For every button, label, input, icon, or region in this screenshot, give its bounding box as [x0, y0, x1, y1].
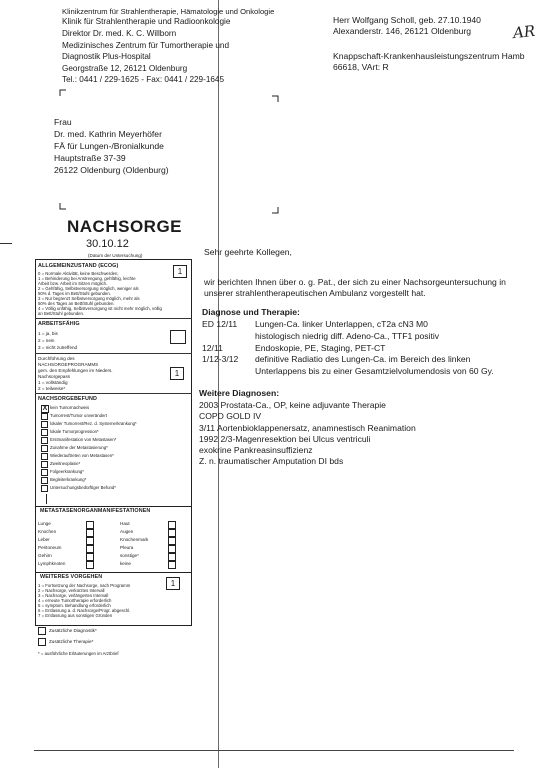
ecog-line: 4 = Völlig unfähig, Selbstversorgung ist nicht mehr möglich, völlig	[38, 306, 162, 311]
diagnosis-text-1b: histologisch niedrig diff. Adeno-Ca., TTF1 positiv	[255, 331, 440, 341]
metastasen-left-label: Lymphknoten	[38, 561, 66, 566]
vorgehen-value-box[interactable]: 1	[166, 577, 180, 590]
durchfuehrung-line: 1 = vollständig	[38, 380, 68, 385]
diagnosis-text-2: Endoskopie, PE, Staging, PET-CT	[255, 343, 386, 353]
diagnosis-text-3b: Unterlappens bis zu einer Gesamtzielvolumendosis von 60 Gy.	[255, 366, 494, 376]
metastasen-left-label: Knochen	[38, 529, 57, 534]
ecog-line: 50% des Tages an Bett/Stuhl gebunden.	[38, 301, 115, 306]
befund-bracket	[46, 494, 47, 504]
section-metastasen-title: METASTASENORGANMANIFESTATIONEN	[40, 508, 151, 514]
durchfuehrung-line: NACHSORGEPROGRAMMS	[38, 362, 99, 367]
ecog-line: Arbeit bzw. Arbeit im Sitzen möglich.	[38, 281, 108, 286]
arbeitsfaehig-line: 1 = ja, bis	[38, 331, 58, 336]
salutation: Sehr geehrte Kollegen,	[204, 247, 292, 257]
diagnosis-text-3: definitive Radiatio des Lungen-Ca. im Bereich des linken	[255, 354, 471, 364]
metastasen-checkbox[interactable]	[168, 561, 176, 569]
ecog-line: 50% d. Tages im Bett/Stuhl gebunden.	[38, 291, 112, 296]
recipient-line-2: Dr. med. Kathrin Meyerhöfer	[54, 129, 162, 139]
recipient-line-1: Frau	[54, 117, 72, 127]
zusaetzliche-therapie-checkbox[interactable]	[38, 638, 46, 646]
clinic-line-7: Tel.: 0441 / 229-1625 - Fax: 0441 / 229-1645	[62, 75, 225, 84]
clinic-line-4: Medizinisches Zentrum für Tumortherapie und	[62, 41, 230, 50]
befund-item: lokaler Tumorrest/Rez. d. Systemerkrankung*	[50, 421, 137, 426]
metastasen-left-label: Leber	[38, 537, 50, 542]
befund-item: kein Tumornachweis	[50, 405, 90, 410]
zusaetzliche-diagnostik-checkbox[interactable]	[38, 627, 46, 635]
befund-checkbox[interactable]	[41, 421, 48, 428]
ecog-line: 2 = Gehfähig, Selbstversorgung möglich, weniger als	[38, 286, 139, 291]
more-diagnosis-5: exokrine Pankreasinsuffizienz	[199, 445, 313, 455]
befund-item: Erstmanifestation von Metastasen*	[50, 437, 117, 442]
section-durchfuehrung-title: Durchführung des	[38, 356, 75, 361]
more-diagnosis-1: 2003 Prostata-Ca., OP, keine adjuvante Therapie	[199, 400, 386, 410]
ecog-value-box[interactable]: 1	[173, 265, 187, 278]
zusaetzliche-therapie-label: Zusätzliche Therapie*	[49, 639, 94, 644]
more-diagnoses-heading: Weitere Diagnosen:	[199, 388, 280, 398]
metastasen-right-label: sonstige*	[120, 553, 139, 558]
divider	[35, 393, 192, 394]
ecog-line: 0 = Normale Aktivität, keine Beschwerden,	[38, 271, 119, 276]
form-date-caption: (Datum der Untersuchung)	[88, 253, 143, 258]
more-diagnosis-4: 1992 2/3-Magenresektion bei Ulcus ventriculi	[199, 434, 371, 444]
form-date: 30.10.12	[86, 238, 129, 250]
vorgehen-line: 7 = Entlassung aus sonstigen Gründen	[38, 613, 113, 618]
form-footnote: * = ausführliche Erläuterungen im Arztbrief	[38, 651, 119, 656]
patient-line-1: Herr Wolfgang Scholl, geb. 27.10.1940	[333, 15, 481, 25]
section-ecog-title: ALLGEMEINZUSTAND (ECOG)	[38, 263, 119, 269]
divider	[35, 353, 192, 354]
diagnosis-text-1: Lungen-Ca. linker Unterlappen, cT2a cN3 M0	[255, 319, 428, 329]
durchfuehrung-line: gem. den Empfehlungen im Nieders.	[38, 368, 113, 373]
befund-item: Tumorrest/Tumor unverändert	[50, 413, 107, 418]
more-diagnosis-3: 3/11 Aortenbioklappenersatz, anamnestisch Reanimation	[199, 423, 416, 433]
befund-item: Zunahme der Metastasierung*	[50, 445, 108, 450]
vorgehen-line: 1 = Fortsetzung der Nachsorge, nach Programm	[38, 583, 131, 588]
clinic-line-2: Klinik für Strahlentherapie und Radioonkologie	[62, 17, 231, 26]
recipient-line-5: 26122 Oldenburg (Oldenburg)	[54, 165, 169, 175]
metastasen-checkbox[interactable]	[86, 553, 94, 561]
patient-line-2: Alexanderstr. 146, 26121 Oldenburg	[333, 26, 472, 36]
metastasen-right-label: Haut	[120, 521, 130, 526]
intro-line-1: wir berichten Ihnen über o. g. Pat., der sich zu einer Nachsorgeuntersuchung in	[204, 277, 506, 287]
recipient-line-4: Hauptstraße 37-39	[54, 153, 126, 163]
arbeitsfaehig-line: 3 = nicht zutreffend	[38, 345, 78, 350]
metastasen-checkbox[interactable]	[168, 553, 176, 561]
metastasen-checkbox[interactable]	[86, 537, 94, 545]
recipient-line-3: FÄ für Lungen-/Bronialkunde	[54, 141, 164, 151]
ecog-line: 1 = Behinderung bei Anstrengung, gehfähig, leichte	[38, 276, 136, 281]
divider	[35, 318, 192, 319]
section-befund-title: NACHSORGEBEFUND	[38, 396, 98, 402]
metastasen-checkbox[interactable]	[86, 545, 94, 553]
befund-item: Zweitneoplasie*	[50, 461, 81, 466]
ecog-line: 3 = Nur begrenzt Selbstversorgung möglich, mehr als	[38, 296, 140, 301]
diagnosis-date-2: 12/11	[202, 343, 223, 353]
clinic-line-3: Direktor Dr. med. K. C. Willborn	[62, 29, 177, 38]
vorgehen-line: 2 = Nachsorge, verkürztes Intervall	[38, 588, 105, 593]
margin-tick	[0, 243, 12, 244]
befund-checkbox[interactable]	[41, 413, 48, 420]
diagnosis-heading: Diagnose und Therapie:	[202, 307, 300, 317]
bottom-rule	[34, 750, 514, 751]
metastasen-right-label: Knochenmark	[120, 537, 149, 542]
durchfuehrung-value-box[interactable]: 1	[170, 367, 184, 380]
metastasen-left-label: Peritoneum	[38, 545, 62, 550]
arbeitsfaehig-box[interactable]	[170, 330, 186, 344]
befund-checkbox[interactable]	[41, 437, 48, 444]
envelope-window-marks	[0, 0, 555, 230]
diagnosis-date-1: ED 12/11	[202, 319, 238, 329]
handwritten-initials: AR	[512, 21, 537, 43]
befund-item: Wiederauftreten von Metastasen*	[50, 453, 114, 458]
patient-line-4: 66618, VArt: R	[333, 62, 389, 72]
metastasen-right-label: Augen	[120, 529, 134, 534]
intro-line-2: unserer strahlentherapeutischen Ambulanz vorgestellt hat.	[204, 288, 426, 298]
metastasen-checkbox[interactable]	[168, 537, 176, 545]
metastasen-checkbox[interactable]	[86, 521, 94, 529]
metastasen-checkbox[interactable]	[86, 529, 94, 537]
clinic-line-1: Klinikzentrum für Strahlentherapie, Hämatologie und Onkologie	[62, 7, 275, 16]
vorgehen-line: 4 = erneute Tumortherapie erforderlich	[38, 598, 112, 603]
zusaetzliche-diagnostik-label: Zusätzliche Diagnostik*	[49, 628, 97, 633]
befund-checkbox[interactable]	[41, 445, 48, 452]
metastasen-right-label: keine	[120, 561, 131, 566]
form-title: NACHSORGE	[67, 217, 183, 236]
durchfuehrung-line: 2 = teilweise*	[38, 386, 66, 391]
befund-item: lokale Tumorprogression*	[50, 429, 99, 434]
metastasen-left-label: Gehirn	[38, 553, 52, 558]
befund-checkbox-checked[interactable]: X	[42, 405, 48, 412]
befund-item: Begleiterkrankung*	[50, 477, 87, 482]
befund-item: Untersuchungsbedürftiger Befund*	[50, 485, 116, 490]
metastasen-checkbox[interactable]	[168, 545, 176, 553]
section-vorgehen-title: WEITERES VORGEHEN	[40, 574, 103, 580]
befund-checkbox[interactable]	[41, 453, 48, 460]
vorgehen-line: 5 = symptom. Behandlung erforderlich	[38, 603, 111, 608]
vorgehen-line: 6 = Entlassung a. d. Nachsorge/Progr. abgeschl.	[38, 608, 131, 613]
arbeitsfaehig-line: 2 = nein	[38, 338, 55, 343]
befund-item: Folgeerkrankung*	[50, 469, 84, 474]
befund-checkbox[interactable]	[41, 461, 48, 468]
metastasen-checkbox[interactable]	[86, 561, 94, 569]
more-diagnosis-2: COPD GOLD IV	[199, 411, 262, 421]
section-arbeitsfaehig-title: ARBEITSFÄHIG	[38, 321, 80, 327]
metastasen-checkbox[interactable]	[168, 521, 176, 529]
ecog-line: an Bett/Stuhl gebunden.	[38, 311, 85, 316]
vorgehen-line: 3 = Nachsorge, verlängertes Intervall	[38, 593, 109, 598]
befund-checkbox[interactable]	[41, 485, 48, 492]
befund-checkbox[interactable]	[41, 477, 48, 484]
metastasen-left-label: Lunge	[38, 521, 51, 526]
metastasen-right-label: Pleura	[120, 545, 134, 550]
clinic-line-6: Georgstraße 12, 26121 Oldenburg	[62, 64, 188, 73]
metastasen-checkbox[interactable]	[168, 529, 176, 537]
patient-line-3: Knappschaft-Krankenhausleistungszentrum Hamb	[333, 51, 525, 61]
diagnosis-date-3: 1/12-3/12	[202, 354, 239, 364]
clinic-line-5: Diagnostik Plus-Hospital	[62, 52, 151, 61]
befund-checkbox[interactable]	[41, 429, 48, 436]
durchfuehrung-line: Nachsorgepass	[38, 374, 70, 379]
befund-checkbox[interactable]	[41, 469, 48, 476]
more-diagnosis-6: Z. n. traumatischer Amputation DI bds	[199, 456, 344, 466]
